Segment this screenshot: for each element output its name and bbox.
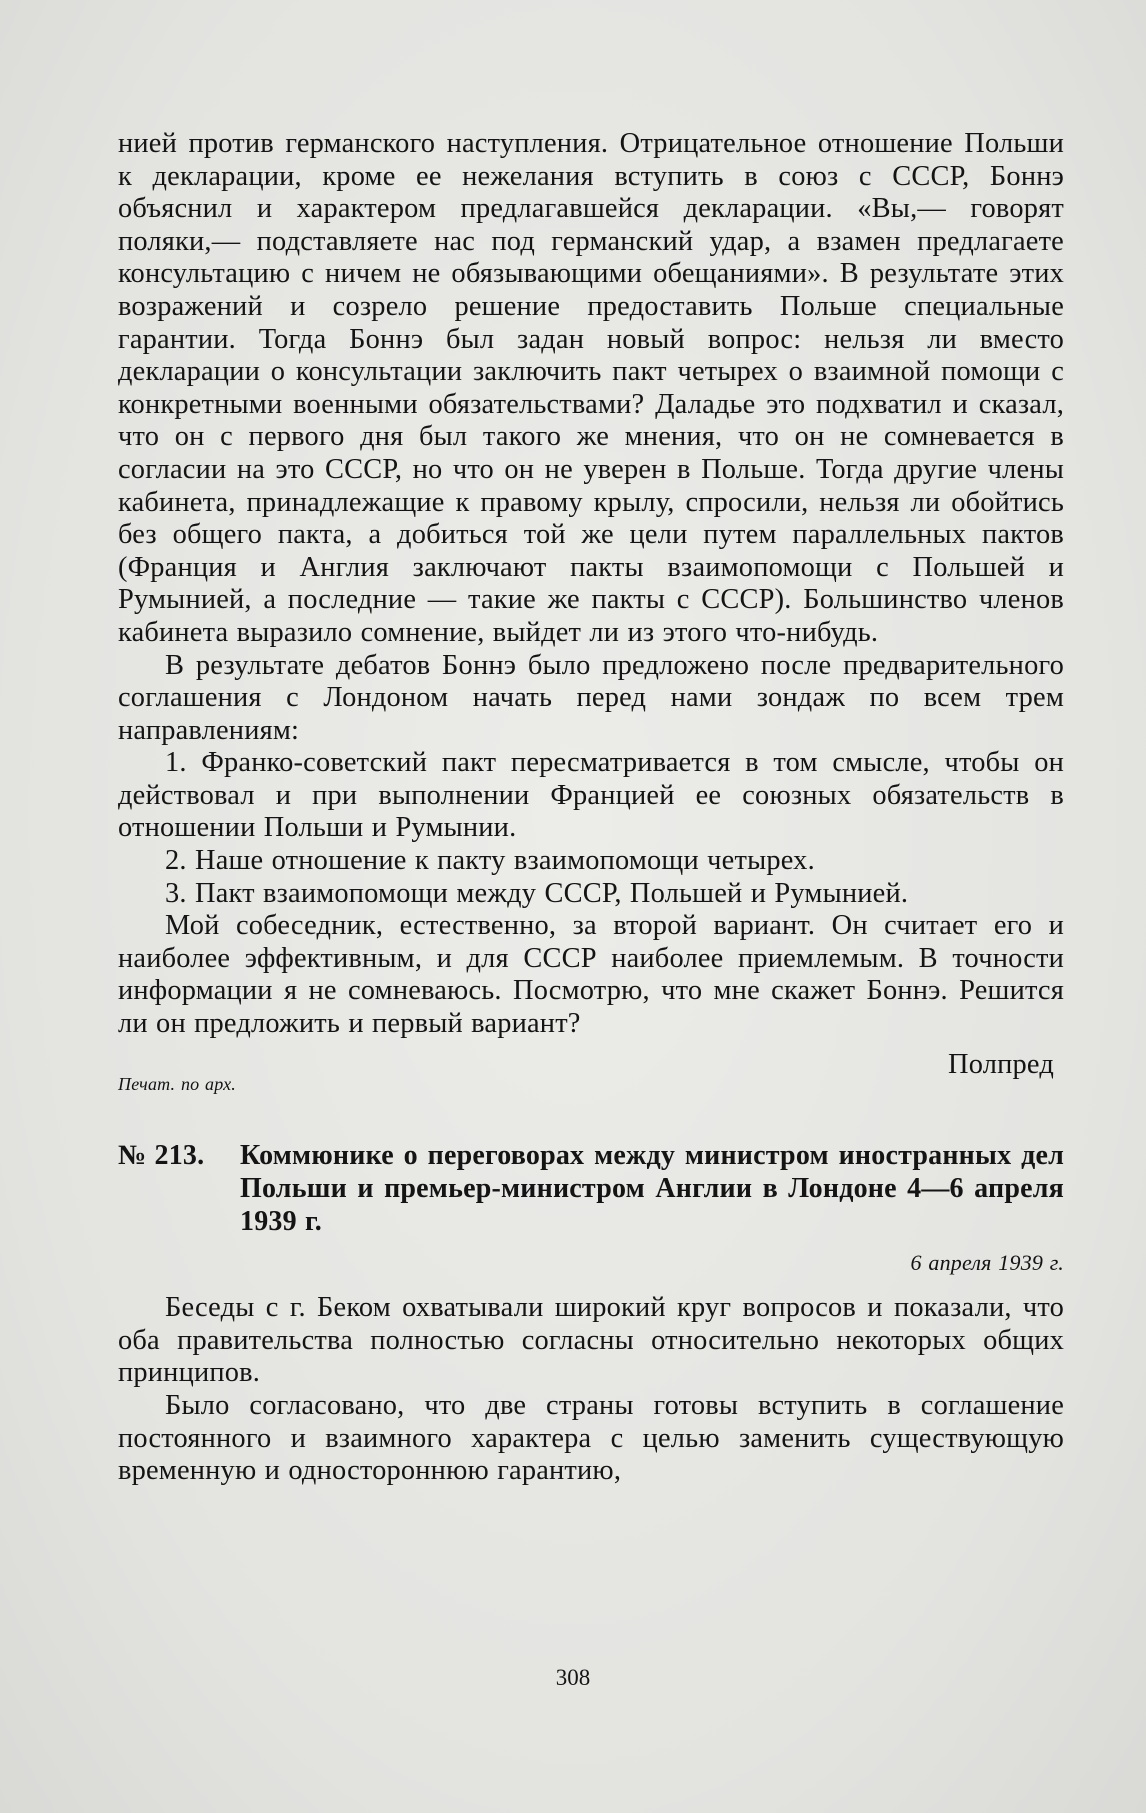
source-note: Печат. по арх. bbox=[118, 1074, 236, 1095]
document-number: № 213. bbox=[118, 1140, 205, 1172]
paragraph: В результате дебатов Боннэ было предложено после предварительного соглашения с Лондоном начать перед нами зондаж по всем трем направлениям: bbox=[118, 649, 1064, 746]
paragraph: Мой собеседник, естественно, за второй вариант. Он считает его и наиболее эффективным, и для СССР наиболее приемлемым. В точности информации я не сомневаюсь. Посмотрю, что мне скажет Боннэ. Решится ли он предложить и первый вариант? bbox=[118, 910, 1064, 1040]
paragraph: Было согласовано, что две страны готовы вступить в соглашение постоянного и взаимного характера с целью заменить существующую временную и одностороннюю гарантию, bbox=[118, 1390, 1064, 1487]
list-item-2: 2. Наше отношение к пакту взаимопомощи четырех. bbox=[165, 845, 815, 877]
paragraph: Беседы с г. Беком охватывали широкий круг вопросов и показали, что оба правительства полностью согласны относительно некоторых общих принципов. bbox=[118, 1292, 1064, 1389]
document-date: 6 апреля 1939 г. bbox=[910, 1250, 1064, 1276]
signature: Полпред bbox=[948, 1048, 1054, 1080]
document-heading bbox=[118, 1139, 1064, 1238]
page-number: 308 bbox=[555, 1665, 591, 1690]
list-item-3: 3. Пакт взаимопомощи между СССР, Польшей и Румынией. bbox=[165, 877, 909, 909]
document-title: Коммюнике о переговорах между министром иностранных дел Польши и премьер-министром Англии в Лондоне 4—6 апреля 1939 г. bbox=[240, 1140, 1064, 1238]
list-item-1: 1. Франко-советский пакт пересматривается в том смысле, чтобы он действовал и при выполнении Францией ее союзных обязательств в отношении Польши и Румынии. bbox=[118, 747, 1064, 844]
page-text bbox=[118, 128, 1064, 1488]
paragraph: нией против германского наступления. Отрицательное отношение Польши к декларации, кроме ее нежелания вступить в союз с СССР, Боннэ объяснил и характером предлагавшейся декларации. «Вы,— говорят поляки,— подставляете нас под германский удар, а взамен предлагаете консультацию с ничем не обязывающими обещаниями». В результате этих возражений и созрело решение предоставить Польше специальные гарантии. Тогда Боннэ был задан новый вопрос: нельзя ли вместо декларации о консультации заключить пакт четырех о взаимной помощи с конкретными военными обязательствами? Даладье это подхватил и сказал, что он с первого дня был такого же мнения, что он не сомневается в согласии на это СССР, но что он не уверен в Польше. Тогда другие члены кабинета, принадлежащие к правому крылу, спросили, нельзя ли обойтись без общего пакта, а добиться той же цели путем параллельных пактов (Франция и Англия заключают пакты взаимопомощи с Польшей и Румынией, а последние — такие же пакты с СССР). Большинство членов кабинета выразило сомнение, выйдет ли из этого что-нибудь. bbox=[118, 128, 1064, 648]
